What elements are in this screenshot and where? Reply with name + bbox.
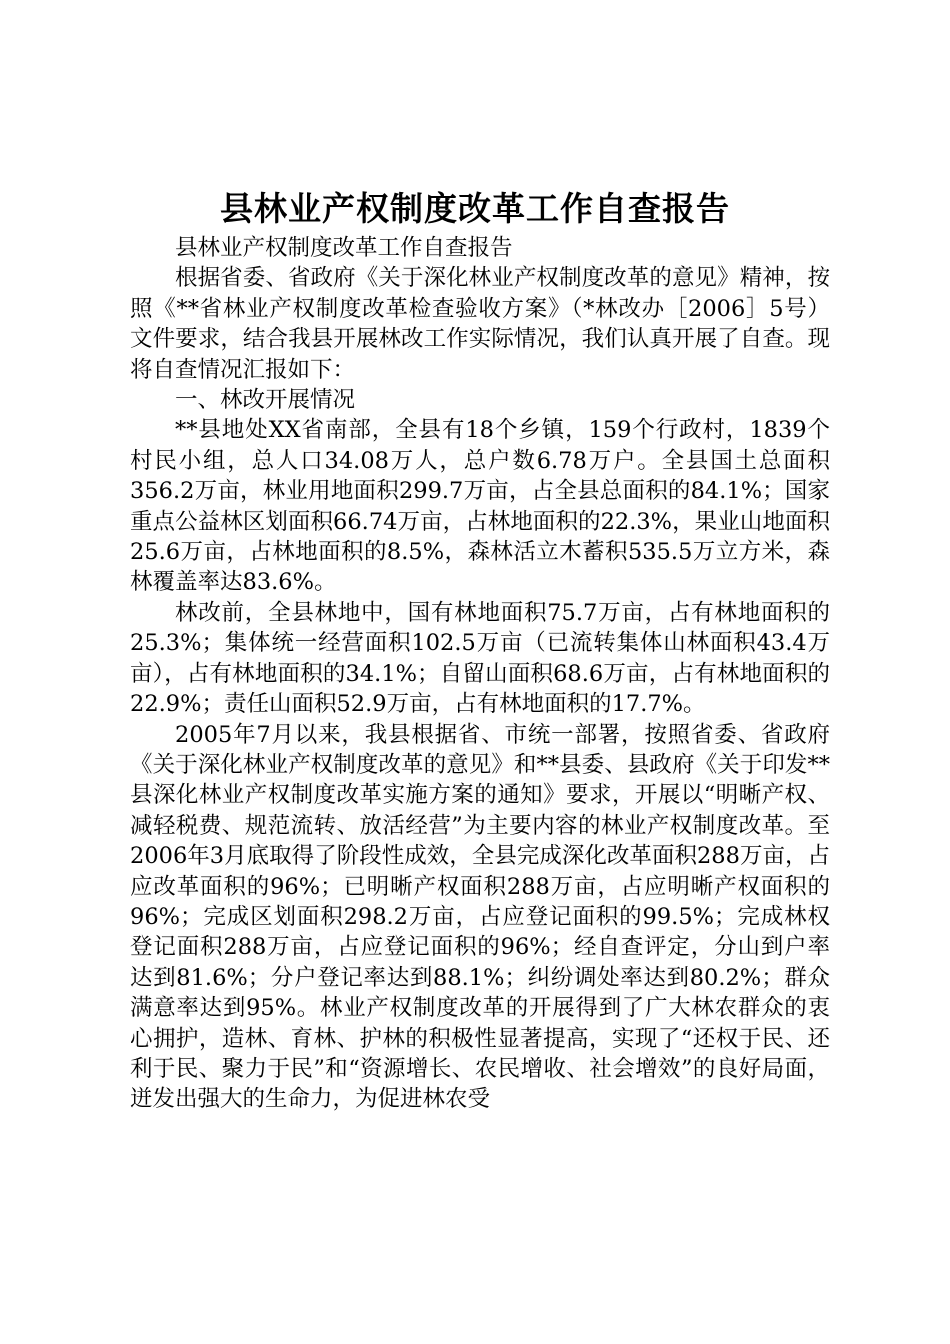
document-body [130,233,830,1115]
section-heading: 一、林改开展情况 [175,387,356,414]
document-title: 县林业产权制度改革工作自查报告 [220,189,730,228]
body-paragraph-intro: 根据省委、省政府《关于深化林业产权制度改革的意见》精神，按照《**省林业产权制度改革检查验收方案》（*林改办［2006］5号）文件要求，结合我县开展林改工作实际情况，我们认真开展了自查。现将自查情况汇报如下： [130,265,830,383]
body-paragraph: 林改前，全县林地中，国有林地面积75.7万亩，占有林地面积的25.3%；集体统一经营面积102.5万亩（已流转集体山林面积43.4万亩），占有林地面积的34.1%；自留山面积68.6万亩，占有林地面积的22.9%；责任山面积52.9万亩，占有林地面积的17.7%。 [130,599,830,718]
body-paragraph-subtitle: 县林业产权制度改革工作自查报告 [175,235,513,261]
body-paragraph: **县地处XX省南部，全县有18个乡镇，159个行政村，1839个村民小组，总人口34.08万人，总户数6.78万户。全县国土总面积356.2万亩，林业用地面积299.7万亩，占全县总面积的84.1%；国家重点公益林区划面积66.74万亩，占林地面积的22.3%，果业山地面积25.6万亩，占林地面积的8.5%，森林活立木蓄积535.5万立方米，森林覆盖率达83.6%。 [130,417,830,596]
body-paragraph: 2005年7月以来，我县根据省、市统一部署，按照省委、省政府《关于深化林业产权制度改革的意见》和**县委、县政府《关于印发**县深化林业产权制度改革实施方案的通知》要求，开展以“明晰产权、减轻税费、规范流转、放活经营”为主要内容的林业产权制度改革。至2006年3月底取得了阶段性成效，全县完成深化改革面积288万亩，占应改革面积的96%；已明晰产权面积288万亩，占应明晰产权面积的96%；完成区划面积298.2万亩，占应登记面积的99.5%；完成林权登记面积288万亩，占应登记面积的96%；经自查评定，分山到户率达到81.6%；分户登记率达到88.1%；纠纷调处率达到80.2%；群众满意率达到95%。林业产权制度改革的开展得到了广大林农群众的衷心拥护，造林、育林、护林的积极性显著提高，实现了“还权于民、还利于民、聚力于民”和“资源增长、农民增收、社会增效”的良好局面，迸发出强大的生命力，为促进林农受 [130,721,830,1113]
